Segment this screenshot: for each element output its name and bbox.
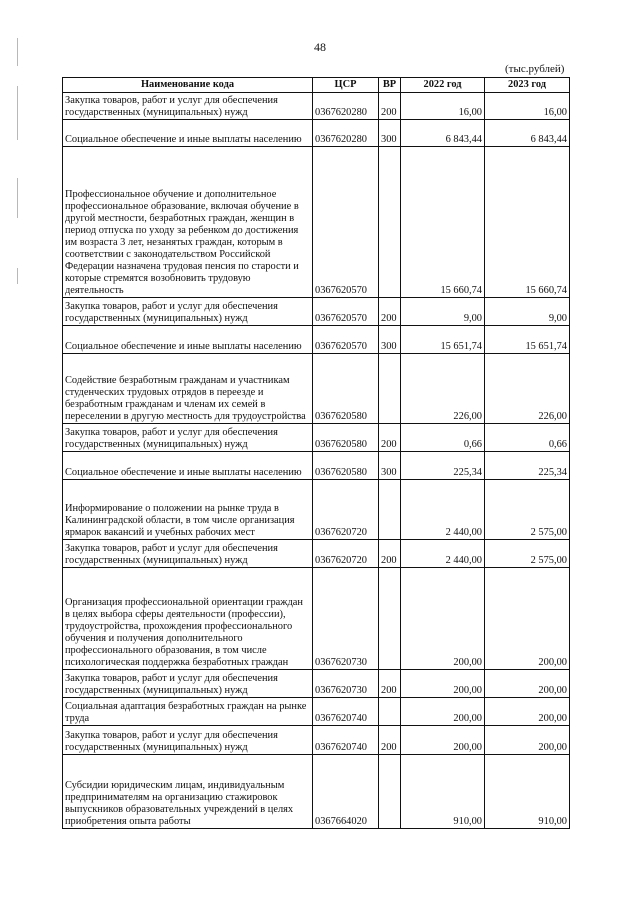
row-name: Социальное обеспечение и иные выплаты населению	[63, 326, 313, 354]
row-vr: 300	[379, 120, 401, 147]
margin-rule	[17, 268, 18, 284]
row-vr	[379, 354, 401, 424]
row-2023: 226,00	[485, 354, 570, 424]
table-row	[63, 298, 570, 326]
row-name: Закупка товаров, работ и услуг для обеспечения государственных (муниципальных) нужд	[63, 298, 313, 326]
header-csr: ЦСР	[313, 78, 379, 93]
row-csr: 0367620570	[313, 147, 379, 298]
row-2023: 2 575,00	[485, 480, 570, 540]
row-name: Профессиональное обучение и дополнительное профессиональное образование, включая обучение в другой местности, безработных граждан, женщин в период отпуска по уходу за ребенком до достижения им возраста 3 лет, незанятых граждан, которым в соответствии с законодательством Российской Федерации назначена трудовая пенсия по старости и которые стремятся возобновить трудовую деятельность	[63, 147, 313, 298]
row-2022: 226,00	[401, 354, 485, 424]
row-csr: 0367664020	[313, 755, 379, 829]
margin-rule	[17, 178, 18, 218]
row-2023: 200,00	[485, 568, 570, 670]
table-row	[63, 726, 570, 755]
row-2023: 200,00	[485, 726, 570, 755]
row-name: Субсидии юридическим лицам, индивидуальным предпринимателям на организацию стажировок выпускников образовательных учреждений в целях приобретения опыта работы	[63, 755, 313, 829]
row-2023: 225,34	[485, 452, 570, 480]
row-name: Социальное обеспечение и иные выплаты населению	[63, 120, 313, 147]
row-vr: 200	[379, 298, 401, 326]
row-csr: 0367620720	[313, 540, 379, 568]
table-row	[63, 755, 570, 829]
row-csr: 0367620730	[313, 670, 379, 698]
table-row	[63, 120, 570, 147]
row-2022: 200,00	[401, 698, 485, 726]
header-vr: ВР	[379, 78, 401, 93]
row-2022: 15 651,74	[401, 326, 485, 354]
row-2023: 200,00	[485, 698, 570, 726]
row-csr: 0367620280	[313, 120, 379, 147]
row-vr	[379, 698, 401, 726]
row-name: Закупка товаров, работ и услуг для обеспечения государственных (муниципальных) нужд	[63, 670, 313, 698]
table-row	[63, 326, 570, 354]
table-row	[63, 452, 570, 480]
table-row	[63, 480, 570, 540]
row-2023: 200,00	[485, 670, 570, 698]
row-2022: 2 440,00	[401, 540, 485, 568]
row-2023: 15 651,74	[485, 326, 570, 354]
page-number: 48	[314, 40, 326, 54]
row-csr: 0367620570	[313, 326, 379, 354]
row-2023: 16,00	[485, 93, 570, 120]
row-csr: 0367620740	[313, 726, 379, 755]
row-csr: 0367620580	[313, 354, 379, 424]
units-note: (тыс.рублей)	[505, 63, 565, 75]
row-2023: 910,00	[485, 755, 570, 829]
row-2022: 200,00	[401, 670, 485, 698]
row-2022: 910,00	[401, 755, 485, 829]
row-2022: 200,00	[401, 568, 485, 670]
row-2023: 6 843,44	[485, 120, 570, 147]
row-vr: 200	[379, 670, 401, 698]
row-csr: 0367620570	[313, 298, 379, 326]
table-row	[63, 698, 570, 726]
table-header-row	[63, 78, 570, 93]
row-2023: 0,66	[485, 424, 570, 452]
row-vr: 300	[379, 452, 401, 480]
table-row	[63, 93, 570, 120]
row-name: Закупка товаров, работ и услуг для обеспечения государственных (муниципальных) нужд	[63, 540, 313, 568]
budget-table	[62, 77, 570, 829]
row-2022: 0,66	[401, 424, 485, 452]
row-csr: 0367620740	[313, 698, 379, 726]
row-vr	[379, 480, 401, 540]
row-name: Информирование о положении на рынке труда в Калининградской области, в том числе организация ярмарок вакансий и учебных рабочих мест	[63, 480, 313, 540]
row-name: Закупка товаров, работ и услуг для обеспечения государственных (муниципальных) нужд	[63, 726, 313, 755]
row-2023: 2 575,00	[485, 540, 570, 568]
table-row	[63, 424, 570, 452]
row-2022: 2 440,00	[401, 480, 485, 540]
row-vr	[379, 568, 401, 670]
margin-rule	[17, 86, 18, 140]
table-row	[63, 354, 570, 424]
row-name: Социальная адаптация безработных граждан на рынке труда	[63, 698, 313, 726]
row-csr: 0367620720	[313, 480, 379, 540]
row-vr: 200	[379, 540, 401, 568]
table-row	[63, 670, 570, 698]
row-vr: 200	[379, 424, 401, 452]
table-row	[63, 540, 570, 568]
row-csr: 0367620280	[313, 93, 379, 120]
row-vr	[379, 147, 401, 298]
row-2022: 225,34	[401, 452, 485, 480]
row-vr: 200	[379, 93, 401, 120]
row-name: Содействие безработным гражданам и участникам студенческих трудовых отрядов в переезде и безработным гражданам и членам их семей в переселении в другую местность для трудоустройства	[63, 354, 313, 424]
header-name: Наименование кода	[63, 78, 313, 93]
row-vr: 200	[379, 726, 401, 755]
header-2022: 2022 год	[401, 78, 485, 93]
row-2022: 16,00	[401, 93, 485, 120]
row-csr: 0367620580	[313, 424, 379, 452]
row-name: Закупка товаров, работ и услуг для обеспечения государственных (муниципальных) нужд	[63, 424, 313, 452]
table-row	[63, 568, 570, 670]
row-vr	[379, 755, 401, 829]
row-2022: 9,00	[401, 298, 485, 326]
row-csr: 0367620580	[313, 452, 379, 480]
row-name: Социальное обеспечение и иные выплаты населению	[63, 452, 313, 480]
row-2022: 6 843,44	[401, 120, 485, 147]
table-row	[63, 147, 570, 298]
row-name: Организация профессиональной ориентации граждан в целях выбора сферы деятельности (профессии), трудоустройства, прохождения профессионального обучения и получения дополнительного профессионального образования, в том числе психологическая поддержка безработных граждан	[63, 568, 313, 670]
row-2023: 9,00	[485, 298, 570, 326]
row-vr: 300	[379, 326, 401, 354]
row-2023: 15 660,74	[485, 147, 570, 298]
row-2022: 15 660,74	[401, 147, 485, 298]
header-2023: 2023 год	[485, 78, 570, 93]
row-name: Закупка товаров, работ и услуг для обеспечения государственных (муниципальных) нужд	[63, 93, 313, 120]
row-2022: 200,00	[401, 726, 485, 755]
row-csr: 0367620730	[313, 568, 379, 670]
